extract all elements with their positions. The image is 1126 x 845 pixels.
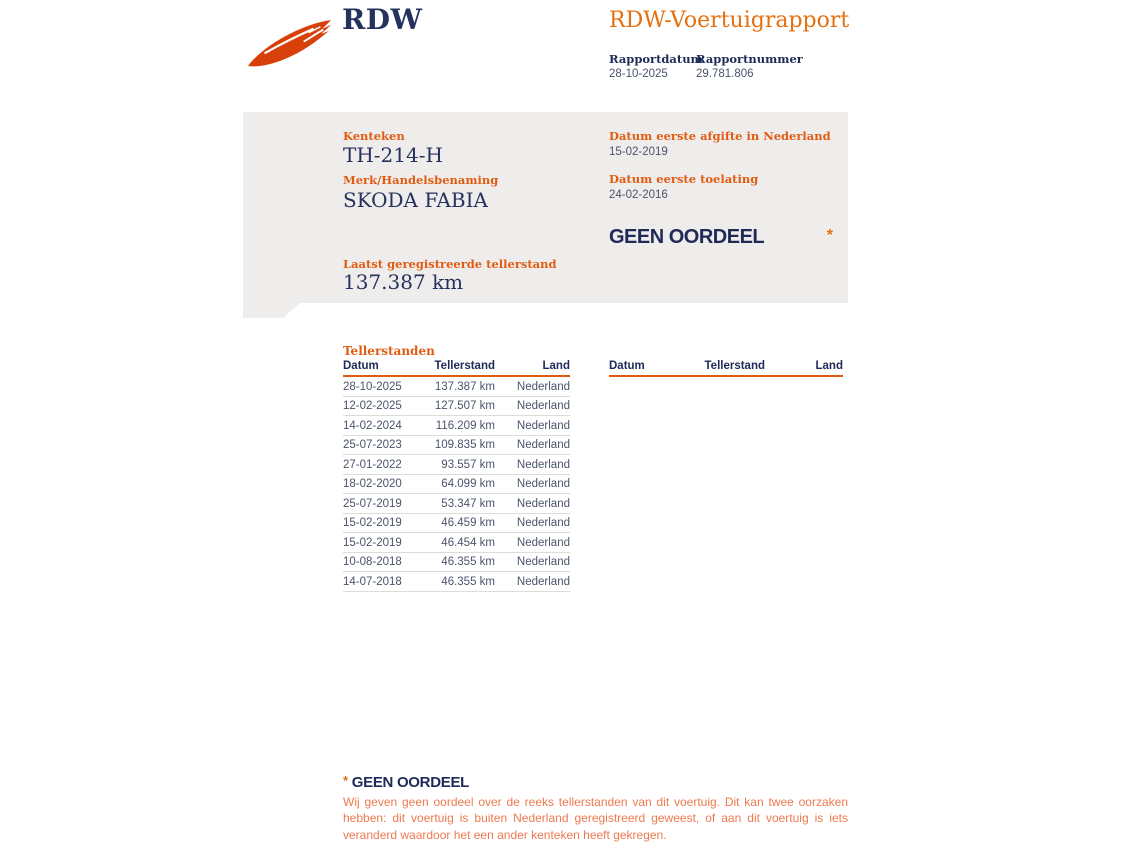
table-cell: 64.099 km	[431, 474, 495, 494]
footnote-title: GEEN OORDEEL	[351, 774, 470, 791]
column-header-datum: Datum	[343, 360, 431, 376]
toelating-value: 24-02-2016	[609, 189, 668, 201]
table-cell: 53.347 km	[431, 494, 495, 514]
toelating-label: Datum eerste toelating	[609, 172, 759, 186]
table-cell: Nederland	[495, 376, 570, 396]
merk-value: SKODA FABIA	[343, 188, 488, 212]
tellerstanden-section-title: Tellerstanden	[343, 344, 435, 358]
table-header-row	[343, 360, 570, 376]
footnote-text: Wij geven geen oordeel over de reeks tellerstanden van dit voertuig. Dit kan twee oorzaken hebben: dit voertuig is buiten Nederland geregistreerd geweest, of aan dit voertuig is iets veranderd waardoor het een ander kenteken heeft gekregen.	[343, 795, 848, 842]
report-title: RDW-Voertuigrapport	[609, 8, 850, 33]
table-cell: Nederland	[495, 474, 570, 494]
verdict-row	[609, 226, 833, 249]
table-cell: Nederland	[495, 494, 570, 514]
rdw-wordmark: RDW	[342, 3, 423, 36]
column-header-tellerstand: Tellerstand	[431, 360, 495, 376]
table-row	[343, 513, 570, 533]
table-cell: Nederland	[495, 455, 570, 475]
verdict-text: GEEN OORDEEL	[609, 226, 765, 248]
table-cell: 15-02-2019	[343, 533, 431, 553]
table-cell: 93.557 km	[431, 455, 495, 475]
table-row	[343, 572, 570, 592]
report-number-label: Rapportnummer	[696, 52, 803, 66]
table-row	[343, 396, 570, 416]
table-cell: Nederland	[495, 435, 570, 455]
report-date-value: 28-10-2025	[609, 68, 668, 80]
table-cell: Nederland	[495, 572, 570, 592]
table-header-row	[609, 360, 843, 376]
afgifte-value: 15-02-2019	[609, 146, 668, 158]
tellerstanden-table-body	[343, 376, 570, 591]
table-cell: 18-02-2020	[343, 474, 431, 494]
table-row	[343, 533, 570, 553]
table-cell: Nederland	[495, 513, 570, 533]
table-cell: 46.355 km	[431, 552, 495, 572]
report-number-value: 29.781.806	[696, 68, 754, 80]
column-header-land: Land	[765, 360, 843, 376]
table-cell: 28-10-2025	[343, 376, 431, 396]
column-header-tellerstand: Tellerstand	[699, 360, 765, 376]
table-row	[343, 435, 570, 455]
table-cell: 27-01-2022	[343, 455, 431, 475]
table-cell: Nederland	[495, 552, 570, 572]
table-cell: 14-02-2024	[343, 416, 431, 436]
tellerstanden-table	[343, 360, 570, 592]
table-row	[343, 376, 570, 396]
table-cell: 14-07-2018	[343, 572, 431, 592]
kenteken-value: TH-214-H	[343, 143, 443, 167]
table-cell: Nederland	[495, 533, 570, 553]
table-cell: 116.209 km	[431, 416, 495, 436]
table-cell: 46.454 km	[431, 533, 495, 553]
table-cell: 127.507 km	[431, 396, 495, 416]
table-cell: 15-02-2019	[343, 513, 431, 533]
footnote-heading	[343, 773, 469, 791]
table-cell: Nederland	[495, 396, 570, 416]
table-cell: 46.355 km	[431, 572, 495, 592]
table-row	[343, 474, 570, 494]
column-header-land: Land	[495, 360, 570, 376]
table-cell: Nederland	[495, 416, 570, 436]
table-row	[343, 494, 570, 514]
table-cell: 109.835 km	[431, 435, 495, 455]
table-cell: 46.459 km	[431, 513, 495, 533]
table-cell: 25-07-2019	[343, 494, 431, 514]
afgifte-label: Datum eerste afgifte in Nederland	[609, 129, 831, 143]
asterisk-icon: *	[343, 773, 348, 788]
tellerstand-value: 137.387 km	[343, 270, 464, 294]
table-cell: 10-08-2018	[343, 552, 431, 572]
rdw-logo-icon	[246, 19, 334, 68]
table-row	[343, 455, 570, 475]
table-cell: 25-07-2023	[343, 435, 431, 455]
report-date-label: Rapportdatum	[609, 52, 703, 66]
table-cell: 12-02-2025	[343, 396, 431, 416]
table-row	[343, 552, 570, 572]
merk-label: Merk/Handelsbenaming	[343, 173, 499, 187]
column-header-datum: Datum	[609, 360, 699, 376]
table-cell: 137.387 km	[431, 376, 495, 396]
tellerstand-label: Laatst geregistreerde tellerstand	[343, 257, 557, 271]
kenteken-label: Kenteken	[343, 129, 405, 143]
table-row	[343, 416, 570, 436]
asterisk-icon: *	[826, 227, 833, 244]
tellerstanden-table-secondary	[609, 360, 843, 377]
